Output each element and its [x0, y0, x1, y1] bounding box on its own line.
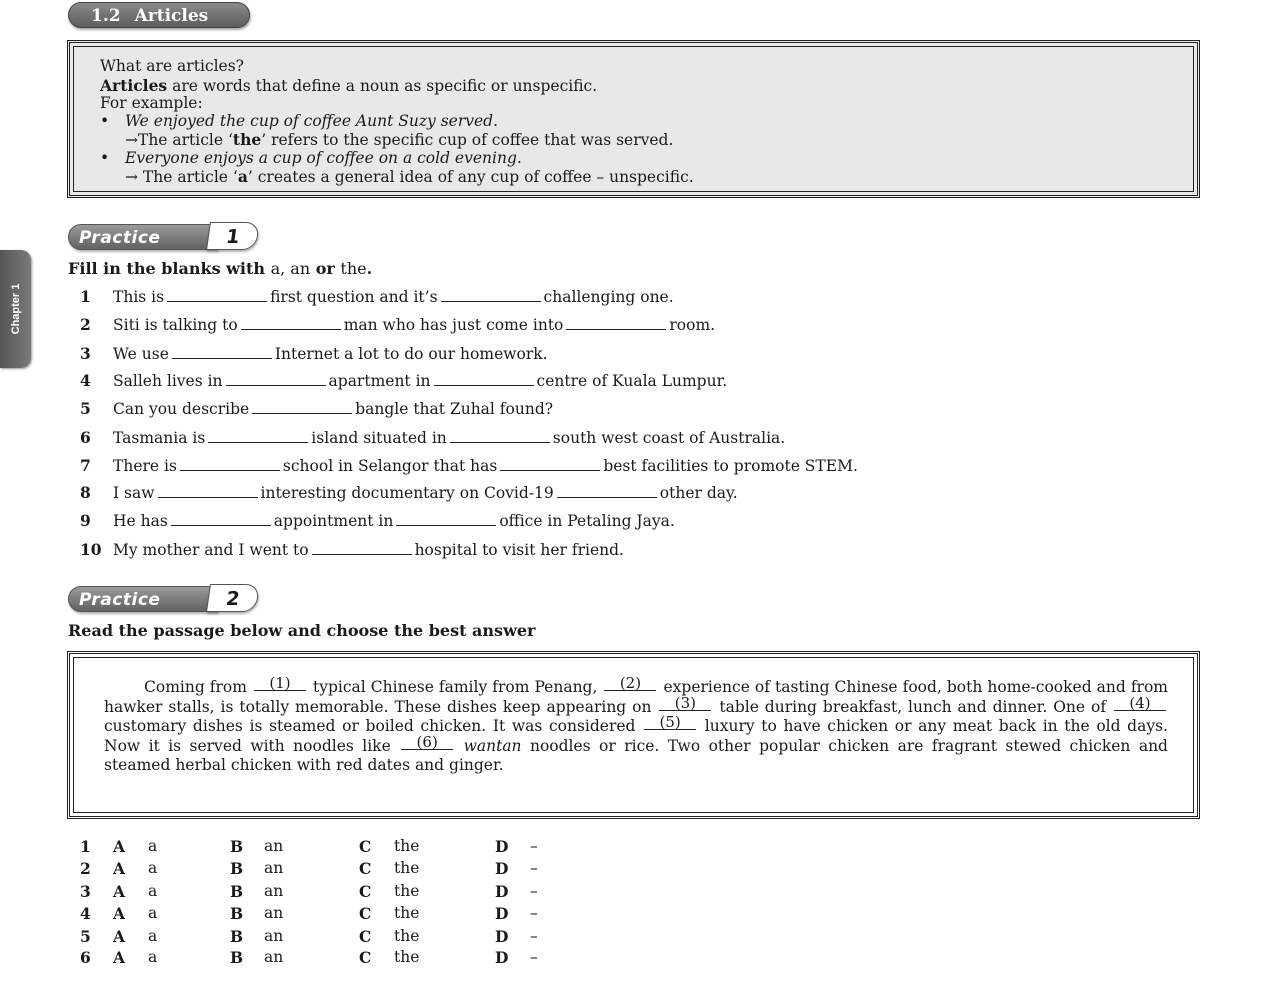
- question-line: [80, 344, 548, 364]
- practice-2-instruction: Read the passage below and choose the best answer: [68, 621, 536, 640]
- option-value[interactable]: a: [148, 859, 158, 877]
- answer-blank[interactable]: [557, 497, 657, 498]
- bullet: •: [100, 149, 110, 167]
- option-letter-a[interactable]: A: [113, 904, 126, 923]
- option-letter-c[interactable]: C: [359, 927, 372, 946]
- answer-blank[interactable]: [450, 442, 550, 443]
- section-heading: [68, 2, 250, 28]
- example-2-note: → The article ‘a’ creates a general idea of any cup of coffee – unspecific.: [125, 167, 694, 186]
- practice-label: Practice: [68, 586, 218, 612]
- question-text: centre of Kuala Lumpur.: [536, 372, 728, 390]
- question-number: 1: [80, 287, 91, 306]
- definition-text: are words that define a noun as specific or unspecific.: [167, 77, 598, 95]
- question-text: He has: [113, 512, 168, 530]
- answer-blank[interactable]: [434, 385, 534, 386]
- question-number: 3: [80, 344, 91, 363]
- question-text: This is: [113, 288, 165, 306]
- passage-text: Coming from (1) typical Chinese family from Penang, (2) experience of tasting Chinese food, both home-cooked and from hawker stalls, is totally memorable. These dishes keep appearing on (3) table during breakfast, lunch and dinner. One of (4) customary dishes is steamed or boiled chicken. It was considered (5) luxury to have chicken or any meat back in the old days. Now it is served with noodles like (6) wantan noodles or rice. Two other popular chicken are fragrant stewed chicken and steamed herbal chicken with red dates and ginger.: [104, 674, 1168, 775]
- question-text: office in Petaling Jaya.: [499, 512, 675, 530]
- question-text: There is: [113, 457, 177, 475]
- example-1-sentence: • We enjoyed the cup of coffee Aunt Suzy served.: [100, 112, 499, 130]
- question-text: apartment in: [328, 372, 431, 390]
- passage-blank[interactable]: (5): [644, 715, 696, 730]
- option-letter-c[interactable]: C: [359, 837, 372, 856]
- practice-label: Practice: [68, 224, 218, 250]
- question-text: man who has just come into: [343, 316, 564, 334]
- option-letter-d[interactable]: D: [495, 882, 509, 901]
- question-text: Salleh lives in: [113, 372, 223, 390]
- option-value[interactable]: a: [148, 927, 158, 945]
- answer-blank[interactable]: [167, 301, 267, 302]
- option-value[interactable]: the: [394, 904, 420, 922]
- option-letter-a[interactable]: A: [113, 837, 126, 856]
- question-number: 10: [80, 540, 102, 559]
- answer-blank[interactable]: [158, 497, 258, 498]
- practice-1-instruction: Fill in the blanks with a, an or the.: [68, 259, 373, 278]
- option-value[interactable]: the: [394, 948, 420, 966]
- option-value[interactable]: an: [264, 927, 284, 945]
- answer-blank[interactable]: [226, 385, 326, 386]
- option-letter-d[interactable]: D: [495, 859, 509, 878]
- option-question-number: 1: [80, 837, 91, 856]
- question-line: [80, 315, 715, 335]
- question-text: challenging one.: [543, 288, 674, 306]
- question-text: We use: [113, 345, 169, 363]
- section-number: 1.2: [91, 6, 121, 26]
- question-line: [80, 287, 674, 307]
- bullet: •: [100, 112, 110, 130]
- question-text: Tasmania is: [113, 429, 206, 447]
- option-question-number: 6: [80, 948, 91, 967]
- option-value[interactable]: a: [148, 904, 158, 922]
- question-text: bangle that Zuhal found?: [355, 400, 554, 418]
- question-text: south west coast of Australia.: [552, 429, 786, 447]
- question-number: 6: [80, 428, 91, 447]
- option-value[interactable]: an: [264, 859, 284, 877]
- option-question-number: 2: [80, 859, 91, 878]
- answer-blank[interactable]: [566, 329, 666, 330]
- question-line: [80, 399, 553, 419]
- intro-box: [67, 40, 1200, 198]
- option-letter-b[interactable]: B: [230, 948, 244, 967]
- passage-blank[interactable]: (1): [254, 676, 306, 691]
- option-question-number: 3: [80, 882, 91, 901]
- option-value[interactable]: –: [530, 904, 538, 922]
- option-letter-c[interactable]: C: [359, 882, 372, 901]
- option-letter-b[interactable]: B: [230, 859, 244, 878]
- passage-blank[interactable]: (4): [1114, 696, 1166, 711]
- question-line: [80, 540, 624, 560]
- example-2-sentence: • Everyone enjoys a cup of coffee on a cold evening.: [100, 149, 522, 167]
- option-value[interactable]: a: [148, 837, 158, 855]
- definition-term: Articles: [100, 76, 168, 95]
- option-letter-a[interactable]: A: [113, 948, 126, 967]
- option-letter-c[interactable]: C: [359, 904, 372, 923]
- question-line: [80, 371, 727, 391]
- question-number: 8: [80, 483, 91, 502]
- question-number: 2: [80, 315, 91, 334]
- question-text: first question and it’s: [270, 288, 438, 306]
- practice-number: 1: [206, 222, 260, 250]
- chapter-tab: [0, 250, 31, 368]
- passage-box: [67, 651, 1200, 819]
- answer-blank[interactable]: [396, 525, 496, 526]
- option-value[interactable]: –: [530, 859, 538, 877]
- intro-question: What are articles?: [100, 57, 244, 75]
- answer-blank[interactable]: [252, 413, 352, 414]
- question-number: 9: [80, 511, 91, 530]
- option-value[interactable]: –: [530, 927, 538, 945]
- option-value[interactable]: –: [530, 882, 538, 900]
- answer-blank[interactable]: [171, 525, 271, 526]
- answer-blank[interactable]: [312, 554, 412, 555]
- option-question-number: 4: [80, 904, 91, 923]
- answer-blank[interactable]: [172, 358, 272, 359]
- question-number: 7: [80, 456, 91, 475]
- option-letter-b[interactable]: B: [230, 927, 244, 946]
- question-text: appointment in: [273, 512, 394, 530]
- question-text: Internet a lot to do our homework.: [274, 345, 548, 363]
- option-letter-d[interactable]: D: [495, 948, 509, 967]
- question-text: other day.: [659, 484, 738, 502]
- answer-blank[interactable]: [208, 442, 308, 443]
- option-value[interactable]: an: [264, 948, 284, 966]
- option-letter-b[interactable]: B: [230, 882, 244, 901]
- option-letter-b[interactable]: B: [230, 837, 244, 856]
- question-text: best facilities to promote STEM.: [603, 457, 858, 475]
- practice-number: 2: [206, 584, 260, 612]
- chapter-tab-label: Chapter 1: [9, 283, 22, 335]
- question-text: My mother and I went to: [113, 541, 309, 559]
- example-1-note: →The article ‘the’ refers to the specific cup of coffee that was served.: [125, 130, 674, 149]
- option-value[interactable]: a: [148, 948, 158, 966]
- option-letter-c[interactable]: C: [359, 948, 372, 967]
- passage-blank[interactable]: (2): [604, 676, 656, 691]
- for-example-label: For example:: [100, 94, 203, 112]
- intro-definition: [100, 76, 597, 95]
- option-value[interactable]: the: [394, 927, 420, 945]
- question-text: school in Selangor that has: [282, 457, 498, 475]
- passage-blank[interactable]: (3): [659, 696, 711, 711]
- option-value[interactable]: the: [394, 882, 420, 900]
- question-line: [80, 483, 738, 503]
- question-text: room.: [669, 316, 716, 334]
- option-letter-d[interactable]: D: [495, 837, 509, 856]
- option-letter-c[interactable]: C: [359, 859, 372, 878]
- section-title: Articles: [134, 6, 209, 26]
- option-value[interactable]: the: [394, 837, 420, 855]
- answer-blank[interactable]: [180, 470, 280, 471]
- option-question-number: 5: [80, 927, 91, 946]
- option-letter-d[interactable]: D: [495, 927, 509, 946]
- option-value[interactable]: –: [530, 837, 538, 855]
- practice-1-badge: [68, 222, 260, 252]
- answer-blank[interactable]: [441, 301, 541, 302]
- question-line: [80, 456, 858, 476]
- question-text: Can you describe: [113, 400, 250, 418]
- option-letter-a[interactable]: A: [113, 859, 126, 878]
- option-value[interactable]: the: [394, 859, 420, 877]
- option-value[interactable]: –: [530, 948, 538, 966]
- option-value[interactable]: an: [264, 904, 284, 922]
- question-text: hospital to visit her friend.: [414, 541, 624, 559]
- option-value[interactable]: an: [264, 882, 284, 900]
- question-text: interesting documentary on Covid-19: [260, 484, 554, 502]
- option-letter-d[interactable]: D: [495, 904, 509, 923]
- option-value[interactable]: an: [264, 837, 284, 855]
- question-text: Siti is talking to: [113, 316, 238, 334]
- question-number: 5: [80, 399, 91, 418]
- practice-2-badge: [68, 584, 260, 614]
- option-value[interactable]: a: [148, 882, 158, 900]
- question-text: island situated in: [311, 429, 447, 447]
- passage-blank[interactable]: (6): [401, 735, 453, 750]
- option-letter-a[interactable]: A: [113, 882, 126, 901]
- question-line: [80, 511, 675, 531]
- question-text: I saw: [113, 484, 155, 502]
- option-letter-b[interactable]: B: [230, 904, 244, 923]
- question-line: [80, 428, 785, 448]
- answer-blank[interactable]: [500, 470, 600, 471]
- option-letter-a[interactable]: A: [113, 927, 126, 946]
- question-number: 4: [80, 371, 91, 390]
- answer-blank[interactable]: [241, 329, 341, 330]
